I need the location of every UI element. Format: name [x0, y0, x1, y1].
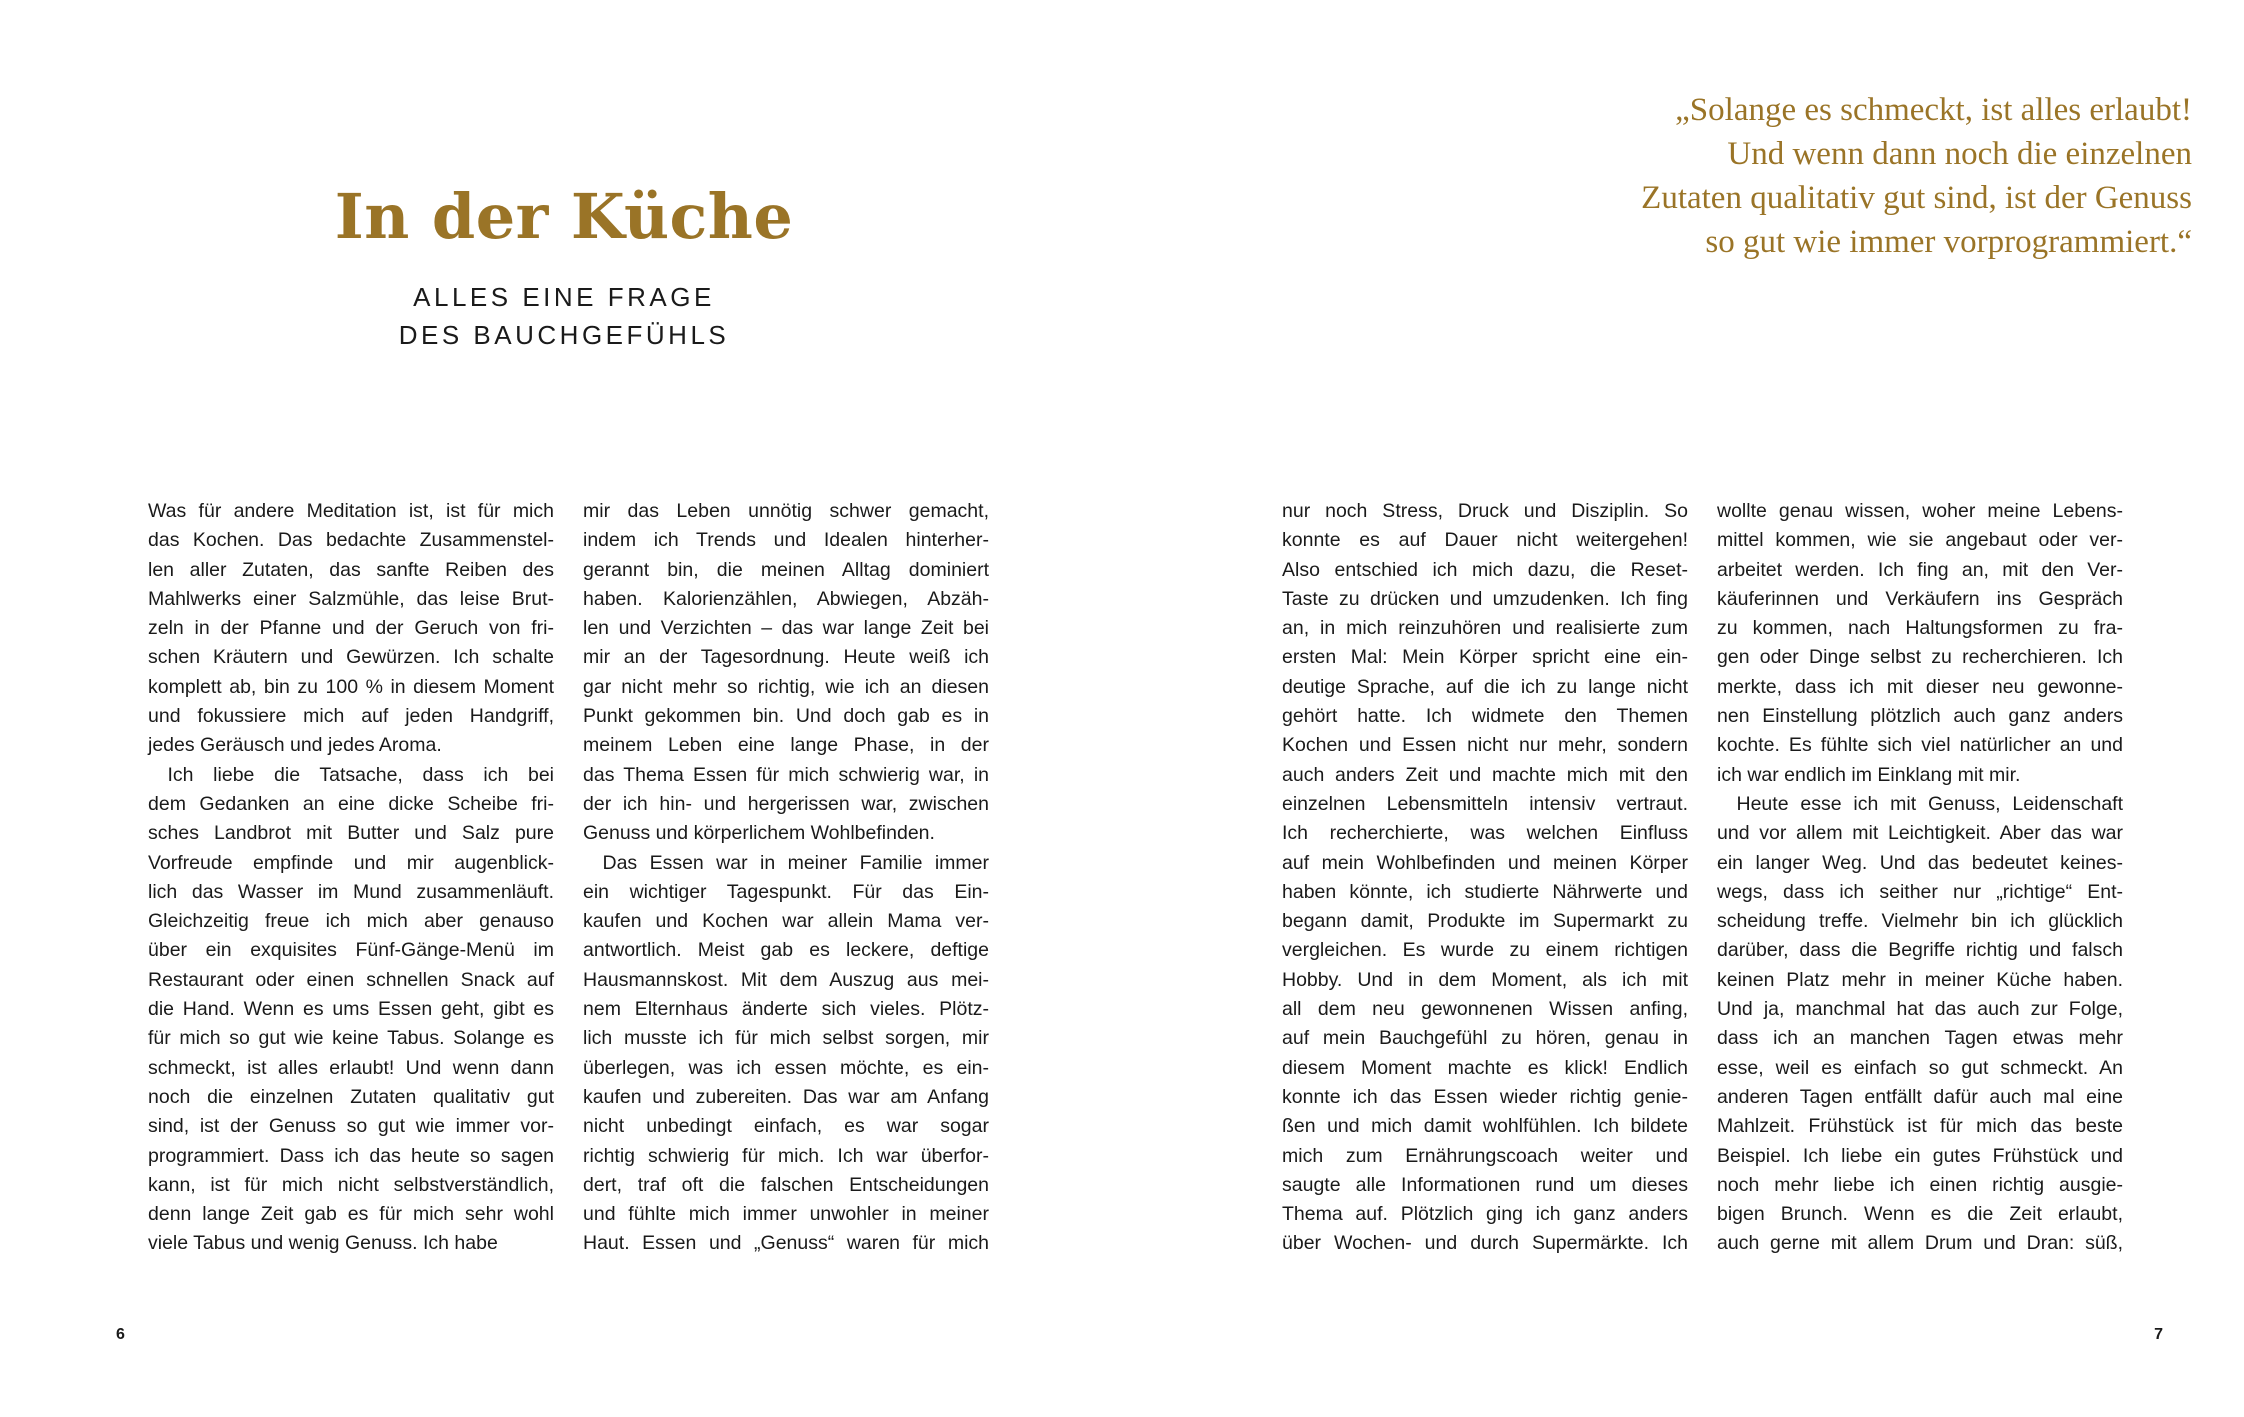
- text-line: Gleichzeitig freue ich mich aber genauso: [148, 910, 554, 933]
- text-line: Mahlwerks einer Salzmühle, das leise Brut-: [148, 587, 554, 610]
- text-line: kochte. Es fühlte sich viel natürlicher an und: [1717, 734, 2123, 757]
- text-line: gerannt bin, die meinen Alltag dominiert: [583, 558, 989, 581]
- right-page: [1122, 0, 2244, 1417]
- text-line: konnte ich das Essen wieder richtig genie-: [1282, 1085, 1688, 1108]
- text-line: auch anders Zeit und machte mich mit den: [1282, 763, 1688, 786]
- text-line: käuferinnen und Verkäufern ins Gespräch: [1717, 587, 2123, 610]
- text-line: gehört hatte. Ich widmete den Themen: [1282, 705, 1688, 728]
- text-line: Vorfreude empfinde und mir augenblick-: [148, 851, 554, 874]
- text-line: meinem Leben eine lange Phase, in der: [583, 734, 989, 757]
- pull-quote-line: „Solange es schmeckt, ist alles erlaubt!: [1675, 92, 2192, 128]
- text-line: Beispiel. Ich liebe ein gutes Frühstück und: [1717, 1144, 2123, 1167]
- text-line: einzelnen Lebensmitteln intensiv vertraut.: [1282, 792, 1688, 815]
- body-column-1: [148, 497, 554, 1259]
- text-line: Das Essen war in meiner Familie immer: [583, 851, 989, 874]
- text-line: mittel kommen, wie sie angebaut oder ver-: [1717, 529, 2123, 552]
- text-line: konnte es auf Dauer nicht weitergehen!: [1282, 529, 1688, 552]
- text-line: nem Elternhaus änderte sich vieles. Plötz-: [583, 998, 989, 1021]
- text-line: auch gerne mit allem Drum und Dran: süß,: [1717, 1232, 2123, 1255]
- text-line: Thema auf. Plötzlich ging ich ganz anders: [1282, 1203, 1688, 1226]
- text-line: Und ja, manchmal hat das auch zur Folge,: [1717, 998, 2123, 1021]
- text-line: kaufen und Kochen war allein Mama ver-: [583, 910, 989, 933]
- text-line: scheidung treffe. Vielmehr bin ich glücklich: [1717, 910, 2123, 933]
- text-line: dem Gedanken an eine dicke Scheibe fri-: [148, 792, 554, 815]
- body-column-4: [1717, 497, 2123, 1259]
- text-line: Hausmannskost. Mit dem Auszug aus mei-: [583, 968, 989, 991]
- text-line: und vor allem mit Leichtigkeit. Aber das war: [1717, 822, 2123, 845]
- text-line: merkte, dass ich mit dieser neu gewonne-: [1717, 675, 2123, 698]
- text-line: noch die einzelnen Zutaten qualitativ gut: [148, 1085, 554, 1108]
- page-number: 6: [116, 1326, 125, 1343]
- text-line: ein wichtiger Tagespunkt. Für das Ein-: [583, 880, 989, 903]
- pull-quote-line: Und wenn dann noch die einzelnen: [1727, 136, 2192, 172]
- text-line: der ich hin- und hergerissen war, zwischen: [583, 792, 989, 815]
- text-line: Ich recherchierte, was welchen Einfluss: [1282, 822, 1688, 845]
- text-line: Hobby. Und in dem Moment, als ich mit: [1282, 968, 1688, 991]
- text-line: gar nicht mehr so richtig, wie ich an diesen: [583, 675, 989, 698]
- text-line: programmiert. Dass ich das heute so sagen: [148, 1144, 554, 1167]
- text-line: antwortlich. Meist gab es leckere, deftige: [583, 939, 989, 962]
- text-line: Was für andere Meditation ist, ist für mich: [148, 500, 554, 522]
- text-line: bigen Brunch. Wenn es die Zeit erlaubt,: [1717, 1203, 2123, 1226]
- text-line: auf mein Wohlbefinden und meinen Körper: [1282, 851, 1688, 874]
- text-line: über ein exquisites Fünf-Gänge-Menü im: [148, 939, 554, 962]
- subtitle-line: ALLES EINE FRAGE: [413, 282, 715, 312]
- text-line: dass ich an manchen Tagen etwas mehr: [1717, 1027, 2123, 1050]
- text-line: Also entschied ich mich dazu, die Reset-: [1282, 558, 1688, 581]
- text-line: die Hand. Wenn es ums Essen geht, gibt es: [148, 998, 554, 1021]
- text-line: kaufen und zubereiten. Das war am Anfang: [583, 1085, 989, 1108]
- text-line: all dem neu gewonnenen Wissen anfing,: [1282, 998, 1688, 1021]
- text-line: saugte alle Informationen rund um dieses: [1282, 1173, 1688, 1196]
- text-line: begann damit, Produkte im Supermarkt zu: [1282, 910, 1688, 933]
- text-line: das Thema Essen für mich schwierig war, in: [583, 763, 989, 786]
- text-line: keinen Platz mehr in meiner Küche haben.: [1717, 968, 2123, 991]
- text-line: sches Landbrot mit Butter und Salz pure: [148, 822, 554, 845]
- chapter-title: In der Küche: [334, 180, 794, 253]
- chapter-subtitle: [150, 278, 978, 354]
- text-line: über Wochen- und durch Supermärkte. Ich: [1282, 1232, 1688, 1255]
- text-line: arbeitet werden. Ich fing an, mit den Ver-: [1717, 558, 2123, 581]
- text-line: lich musste ich für mich selbst sorgen, mir: [583, 1027, 989, 1050]
- subtitle-line: DES BAUCHGEFÜHLS: [398, 320, 730, 350]
- text-line: Ich liebe die Tatsache, dass ich bei: [148, 763, 554, 786]
- text-line: haben. Kalorienzählen, Abwiegen, Abzäh-: [583, 587, 989, 610]
- pull-quote-line: so gut wie immer vorprogrammiert.“: [1705, 224, 2192, 260]
- text-line: das Kochen. Das bedachte Zusammenstel-: [148, 529, 554, 552]
- text-line: wollte genau wissen, woher meine Lebens-: [1717, 500, 2123, 522]
- text-line: dert, traf oft die falschen Entscheidungen: [583, 1173, 989, 1196]
- text-line: denn lange Zeit gab es für mich sehr wohl: [148, 1203, 554, 1226]
- pull-quote-line: Zutaten qualitativ gut sind, ist der Genuss: [1641, 180, 2192, 216]
- text-line: und fühlte mich immer unwohler in meiner: [583, 1203, 989, 1226]
- text-line: ein langer Weg. Und das bedeutet keines-: [1717, 851, 2123, 874]
- text-line: Haut. Essen und „Genuss“ waren für mich: [583, 1232, 989, 1255]
- pull-quote: [1492, 88, 2192, 264]
- text-line: richtig schwierig für mich. Ich war überfor-: [583, 1144, 989, 1167]
- text-line: Genuss und körperlichem Wohlbefinden.: [583, 822, 935, 845]
- text-line: kann, ist für mich nicht selbstverständlich,: [148, 1173, 554, 1196]
- text-line: nicht unbedingt einfach, es war sogar: [583, 1115, 989, 1138]
- body-column-2: [583, 497, 989, 1259]
- text-line: auf mein Bauchgefühl zu hören, genau in: [1282, 1027, 1688, 1050]
- text-line: Kochen und Essen nicht nur mehr, sondern: [1282, 734, 1688, 757]
- text-line: für mich so gut wie keine Tabus. Solange es: [148, 1027, 554, 1050]
- text-line: gen oder Dinge selbst zu recherchieren. Ich: [1717, 646, 2123, 669]
- text-line: anderen Tagen entfällt dafür auch mal eine: [1717, 1085, 2123, 1108]
- text-line: jedes Geräusch und jedes Aroma.: [148, 734, 442, 757]
- text-line: überlegen, was ich essen möchte, es ein-: [583, 1056, 989, 1079]
- text-line: schen Kräutern und Gewürzen. Ich schalte: [148, 646, 554, 669]
- text-line: darüber, dass die Begriffe richtig und falsch: [1717, 939, 2123, 962]
- text-line: mir das Leben unnötig schwer gemacht,: [583, 500, 989, 522]
- text-line: Mahlzeit. Frühstück ist für mich das beste: [1717, 1115, 2123, 1138]
- text-line: zu kommen, nach Haltungsformen zu fra-: [1717, 617, 2123, 640]
- text-line: ßen und mich damit wohlfühlen. Ich bildete: [1282, 1115, 1688, 1138]
- text-line: Punkt gekommen bin. Und doch gab es in: [583, 705, 989, 728]
- text-line: mir an der Tagesordnung. Heute weiß ich: [583, 646, 989, 669]
- text-line: Taste zu drücken und umzudenken. Ich fing: [1282, 587, 1688, 610]
- text-line: vergleichen. Es wurde zu einem richtigen: [1282, 939, 1688, 962]
- text-line: mich zum Ernährungscoach weiter und: [1282, 1144, 1688, 1167]
- text-line: wegs, dass ich seither nur „richtige“ Ent-: [1717, 880, 2123, 903]
- text-line: an, in mich reinzuhören und realisierte zum: [1282, 617, 1688, 640]
- body-column-3: [1282, 497, 1688, 1259]
- text-line: diesem Moment machte es klick! Endlich: [1282, 1056, 1688, 1079]
- text-line: noch mehr liebe ich einen richtig ausgie-: [1717, 1173, 2123, 1196]
- text-line: komplett ab, bin zu 100 % in diesem Moment: [148, 675, 554, 698]
- text-line: nen Einstellung plötzlich auch ganz anders: [1717, 705, 2123, 728]
- text-line: schmeckt, ist alles erlaubt! Und wenn dann: [148, 1056, 554, 1079]
- text-line: indem ich Trends und Idealen hinterher-: [583, 529, 989, 552]
- page-number: 7: [2154, 1326, 2163, 1343]
- text-line: haben könnte, ich studierte Nährwerte und: [1282, 880, 1688, 903]
- text-line: deutige Sprache, auf die ich zu lange nicht: [1282, 675, 1688, 698]
- text-line: len und Verzichten – das war lange Zeit bei: [583, 617, 989, 640]
- text-line: Restaurant oder einen schnellen Snack auf: [148, 968, 554, 991]
- text-line: ersten Mal: Mein Körper spricht eine ein-: [1282, 646, 1688, 669]
- text-line: Heute esse ich mit Genuss, Leidenschaft: [1717, 792, 2123, 815]
- text-line: ich war endlich im Einklang mit mir.: [1717, 763, 2021, 786]
- text-line: nur noch Stress, Druck und Disziplin. So: [1282, 500, 1688, 522]
- text-line: viele Tabus und wenig Genuss. Ich habe: [148, 1232, 498, 1255]
- text-line: und fokussiere mich auf jeden Handgriff,: [148, 705, 554, 728]
- text-line: zeln in der Pfanne und der Geruch von fri-: [148, 617, 554, 640]
- text-line: lich das Wasser im Mund zusammenläuft.: [148, 880, 554, 903]
- text-line: esse, weil es einfach so gut schmeckt. An: [1717, 1056, 2123, 1079]
- text-line: sind, ist der Genuss so gut wie immer vor-: [148, 1115, 554, 1138]
- text-line: len aller Zutaten, das sanfte Reiben des: [148, 558, 554, 581]
